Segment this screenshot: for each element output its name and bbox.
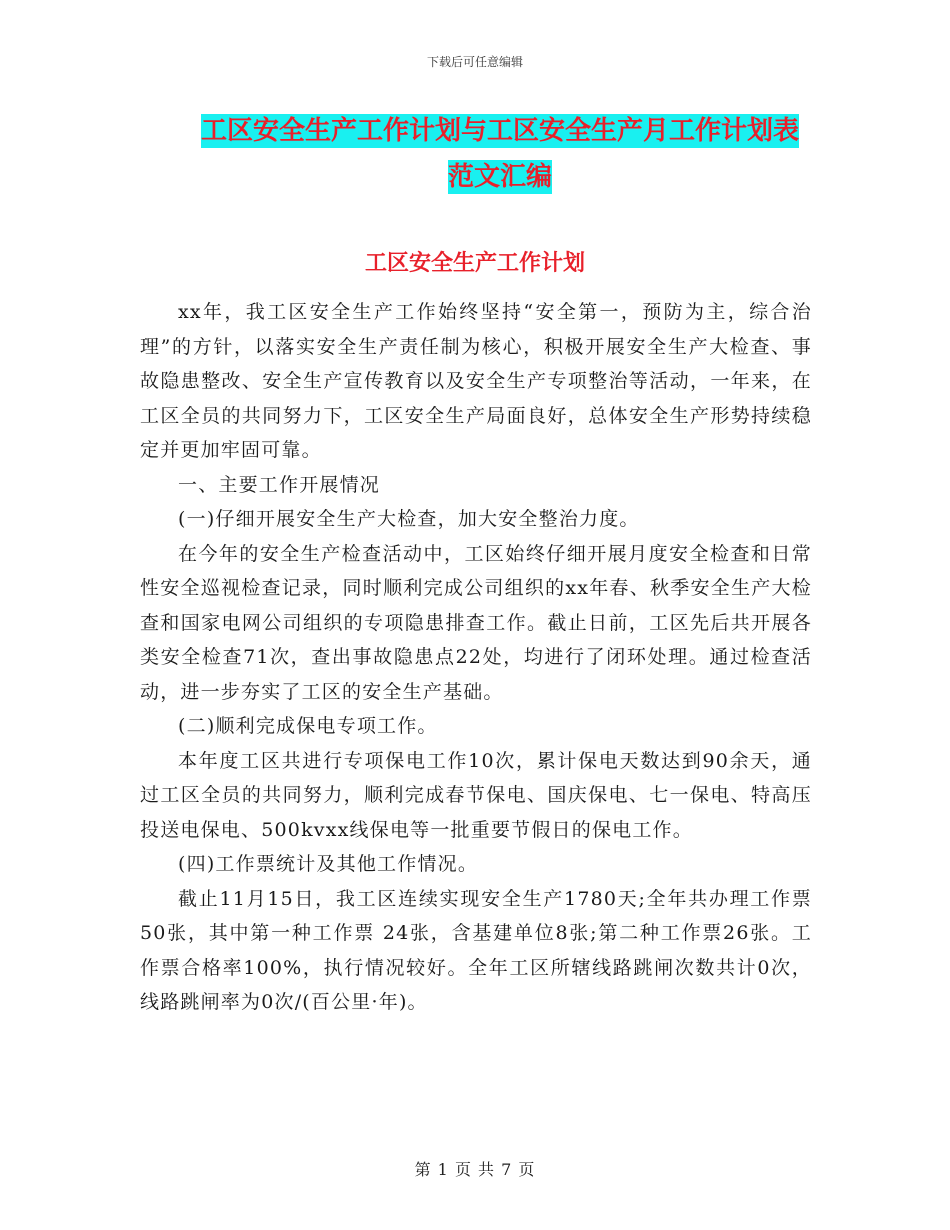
section-title: 工区安全生产工作计划 <box>364 251 585 276</box>
paragraph-inspection: 在今年的安全生产检查活动中，工区始终仔细开展月度安全检查和日常性安全巡视检查记录，同时顺利完成公司组织的xx年春、秋季安全生产大检查和国家电网公司组织的专项隐患排查工作。截止日前，工区先后共开展各类安全检查71次，查出事故隐患点22处，均进行了闭环处理。通过检查活动，进一步夯实了工区的安全生产基础。 <box>140 542 812 703</box>
paragraph-intro: xx年，我工区安全生产工作始终坚持“安全第一，预防为主，综合治理”的方针，以落实安全生产责任制为核心，积极开展安全生产大检查、事故隐患整改、安全生产宣传教育以及安全生产专项整治等活动，一年来，在工区全员的共同努力下，工区安全生产局面良好，总体安全生产形势持续稳定并更加牢固可靠。 <box>140 301 812 461</box>
document-body <box>140 295 812 1020</box>
subheading-work-tickets: (四)工作票统计及其他工作情况。 <box>178 853 479 875</box>
title-line-2: 范文汇编 <box>447 162 552 192</box>
subheading-power-guarantee: (二)顺利完成保电专项工作。 <box>178 715 438 737</box>
header-note: 下载后可任意编辑 <box>426 55 523 69</box>
paragraph-work-tickets: 截止11月15日，我工区连续实现安全生产1780天;全年共办理工作票50张，其中第一种工作票 24张，含基建单位8张;第二种工作票26张。工作票合格率100%，执行情况较好。全年工区所辖线路跳闸次数共计0次，线路跳闸率为0次/(百公里·年)。 <box>140 887 812 1013</box>
subheading-inspection: (一)仔细开展安全生产大检查，加大安全整治力度。 <box>178 508 640 530</box>
title-line-1: 工区安全生产工作计划与工区安全生产月工作计划表 <box>200 116 799 146</box>
paragraph-power-guarantee: 本年度工区共进行专项保电工作10次，累计保电天数达到90余天，通过工区全员的共同努力，顺利完成春节保电、国庆保电、七一保电、特高压投送电保电、500kvxx线保电等一批重要节假日的保电工作。 <box>140 749 812 841</box>
document-title <box>140 108 860 200</box>
heading-main-work: 一、主要工作开展情况 <box>178 473 381 496</box>
page-footer: 第 1 页 共 7 页 <box>414 1160 536 1179</box>
